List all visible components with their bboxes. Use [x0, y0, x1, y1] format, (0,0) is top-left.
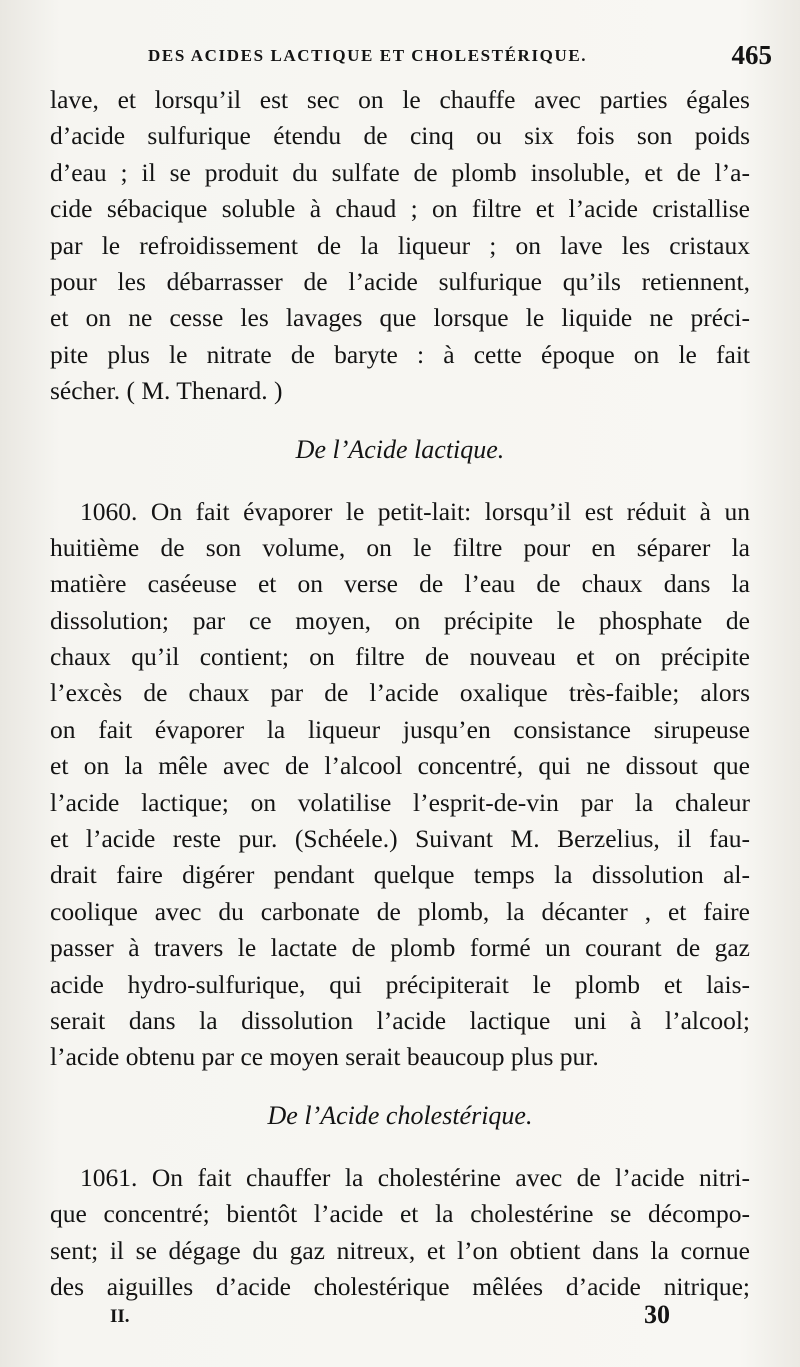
- text-line: et on la mêle avec de l’alcool concentré, qui ne dissout que: [50, 751, 750, 781]
- paragraph-1061: [50, 1160, 750, 1306]
- text-line: on fait évaporer la liqueur jusqu’en consistance sirupeuse: [50, 714, 750, 744]
- section-heading-lactic-acid: De l’Acide lactique.: [295, 434, 505, 464]
- text-line: 1061. On fait chauffer la cholestérine avec de l’acide nitri-: [80, 1162, 750, 1192]
- body-text: [50, 82, 750, 1305]
- text-line: dissolution; par ce moyen, on précipite le phosphate de: [50, 605, 750, 635]
- page-number: 465: [731, 40, 772, 70]
- signature-mark: II.: [110, 1306, 130, 1327]
- text-line: drait faire digérer pendant quelque temps la dissolution al-: [50, 860, 750, 890]
- text-line: l’acide lactique; on volatilise l’esprit-de-vin par la chaleur: [50, 787, 750, 817]
- text-line: et on ne cesse les lavages que lorsque le liquide ne préci-: [50, 303, 750, 333]
- paragraph-continued: [50, 82, 750, 410]
- text-line: l’acide obtenu par ce moyen serait beaucoup plus pur.: [50, 1042, 599, 1072]
- paragraph-1060: [50, 494, 750, 1076]
- text-line: coolique avec du carbonate de plomb, la décanter , et faire: [50, 896, 750, 926]
- sheet-number: 30: [644, 1300, 670, 1329]
- text-line: d’acide sulfurique étendu de cinq ou six fois son poids: [50, 121, 750, 151]
- spacer: [50, 468, 750, 494]
- text-line: sécher. ( M. Thenard. ): [50, 376, 283, 406]
- text-line: chaux qu’il contient; on filtre de nouveau et on précipite: [50, 642, 750, 672]
- text-line: pite plus le nitrate de baryte : à cette époque on le fait: [50, 339, 750, 369]
- text-line: lave, et lorsqu’il est sec on le chauffe avec parties égales: [50, 85, 750, 114]
- section-heading-cholesteric-acid: De l’Acide cholestérique.: [267, 1100, 533, 1130]
- page-footer: [110, 1300, 670, 1336]
- text-line: des aiguilles d’acide cholestérique mêlées d’acide nitrique;: [50, 1271, 750, 1301]
- text-line: huitième de son volume, on le filtre pour en séparer la: [50, 532, 750, 562]
- text-line: matière caséeuse et on verse de l’eau de chaux dans la: [50, 569, 750, 599]
- text-line: et l’acide reste pur. (Schéele.) Suivant M. Berzelius, il fau-: [50, 824, 750, 854]
- text-line: passer à travers le lactate de plomb formé un courant de gaz: [50, 933, 750, 963]
- page-header: [52, 40, 772, 80]
- text-line: pour les débarrasser de l’acide sulfurique qu’ils retiennent,: [50, 266, 750, 296]
- running-title: DES ACIDES LACTIQUE ET CHOLESTÉRIQUE.: [148, 46, 588, 65]
- spacer: [50, 410, 750, 432]
- text-line: par le refroidissement de la liqueur ; on lave les cristaux: [50, 230, 750, 260]
- text-line: l’excès de chaux par de l’acide oxalique très-faible; alors: [50, 678, 750, 708]
- spacer: [50, 1134, 750, 1160]
- text-line: acide hydro-sulfurique, qui précipiterait le plomb et lais-: [50, 969, 750, 999]
- text-line: que concentré; bientôt l’acide et la cholestérine se décompo-: [50, 1199, 750, 1229]
- text-line: d’eau ; il se produit du sulfate de plomb insoluble, et de l’a-: [50, 157, 750, 187]
- text-line: sent; il se dégage du gaz nitreux, et l’on obtient dans la cornue: [50, 1235, 750, 1265]
- text-line: cide sébacique soluble à chaud ; on filtre et l’acide cristallise: [50, 194, 750, 224]
- text-line: serait dans la dissolution l’acide lactique uni à l’alcool;: [50, 1005, 750, 1035]
- text-line: 1060. On fait évaporer le petit-lait: lorsqu’il est réduit à un: [80, 496, 750, 526]
- spacer: [50, 1076, 750, 1098]
